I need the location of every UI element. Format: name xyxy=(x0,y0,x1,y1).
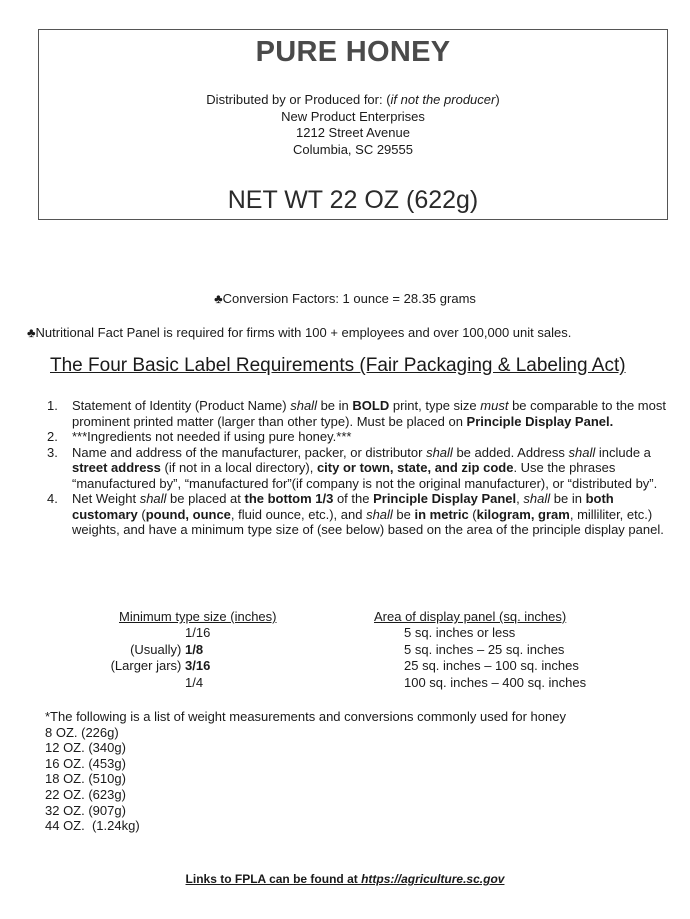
requirement-text: , fluid ounce, etc.), and xyxy=(230,506,367,522)
requirement-text: shall xyxy=(568,444,596,460)
requirement-item xyxy=(47,398,667,429)
principal-display-panel xyxy=(38,29,668,220)
weights-list xyxy=(45,709,566,834)
weight-item: 44 OZ. (1.24kg) xyxy=(45,818,140,834)
panel-area-column xyxy=(404,625,586,691)
panel-area-header: Area of display panel (sq. inches) xyxy=(374,609,567,624)
requirement-text: pound, ounce xyxy=(145,506,231,522)
requirement-text: be in xyxy=(550,491,586,506)
footer-links xyxy=(0,872,690,886)
requirement-text: be comparable to the most prominent printed matter (larger than other type). Must be placed on xyxy=(72,398,666,429)
requirement-text: (if not in a local directory), xyxy=(160,460,317,475)
weight-item: 32 OZ. (907g) xyxy=(45,802,126,818)
requirement-number: 3. xyxy=(47,444,58,460)
weights-intro: *The following is a list of weight measurements and conversions commonly used for honey xyxy=(45,709,566,724)
min-type-size-row xyxy=(111,675,227,692)
conversion-text: Conversion Factors: 1 ounce = 28.35 grams xyxy=(222,291,476,306)
distributed-by-line xyxy=(39,92,667,109)
requirement-text: include a xyxy=(595,444,651,460)
min-type-size-header: Minimum type size (inches) xyxy=(119,609,277,624)
min-type-size: 1/4 xyxy=(185,674,204,690)
net-weight: NET WT 22 OZ (622g) xyxy=(227,186,479,214)
distributor-block xyxy=(39,92,667,158)
footer-text: Links to FPLA can be found at xyxy=(185,872,362,886)
requirement-text: be placed at xyxy=(166,491,245,506)
requirement-text: kilogram, gram xyxy=(476,506,570,522)
distributed-by-note: if not the producer xyxy=(390,92,496,107)
min-type-size-row xyxy=(111,658,227,675)
requirement-text: Name and address of the manufacturer, packer, or distributor xyxy=(72,444,427,460)
requirement-text: Net Weight xyxy=(72,491,140,506)
requirement-text: the bottom 1/3 xyxy=(244,491,334,506)
requirements-list xyxy=(47,398,667,538)
requirement-text: be xyxy=(392,506,415,522)
product-name: PURE HONEY xyxy=(255,36,451,68)
requirement-text: Principle Display Panel xyxy=(373,491,517,506)
street-address: 1212 Street Avenue xyxy=(296,125,410,140)
city-state-zip: Columbia, SC 29555 xyxy=(293,141,413,157)
requirement-text: both customary xyxy=(72,491,614,522)
requirement-text: shall xyxy=(366,506,393,522)
requirement-text: , xyxy=(516,491,524,506)
size-note: (Larger jars) xyxy=(110,658,185,673)
distributed-by-close: ) xyxy=(495,92,500,107)
section-heading: The Four Basic Label Requirements (Fair Packaging & Labeling Act) xyxy=(50,355,626,376)
requirement-text: be added. Address xyxy=(452,444,569,460)
weight-item: 12 OZ. (340g) xyxy=(45,740,126,756)
requirement-text: . Use the phrases “manufactured by”, “manufactured for”(if company is not the original manufacturer), or “distributed by”. xyxy=(72,460,658,491)
requirement-text: street address xyxy=(72,460,161,475)
weight-item: 8 OZ. (226g) xyxy=(45,724,119,740)
requirement-item xyxy=(47,491,667,538)
requirement-text: must xyxy=(480,398,509,413)
requirement-text: ( xyxy=(137,506,146,522)
nutrition-text: Nutritional Fact Panel is required for firms with 100 + employees and over 100,000 unit sales. xyxy=(35,325,572,340)
min-type-size-row xyxy=(111,625,227,642)
requirement-item xyxy=(47,429,667,445)
requirement-text: be in xyxy=(316,398,353,413)
fpla-link[interactable]: https://agriculture.sc.gov xyxy=(361,872,505,886)
panel-area: 100 sq. inches – 400 sq. inches xyxy=(404,674,587,690)
weight-item: 18 OZ. (510g) xyxy=(45,771,126,787)
conversion-note xyxy=(0,291,690,306)
requirement-number: 2. xyxy=(47,429,58,444)
requirement-text: print, type size xyxy=(389,398,481,413)
min-type-size-row xyxy=(111,642,227,659)
requirement-text: shall xyxy=(426,444,453,460)
club-icon: ♣ xyxy=(27,325,36,340)
requirement-text: city or town, state, and zip code xyxy=(316,460,514,475)
requirement-text: Statement of Identity (Product Name) xyxy=(72,398,291,413)
requirement-text: shall xyxy=(290,398,317,413)
weight-item: 16 OZ. (453g) xyxy=(45,755,126,771)
distributed-by-text: Distributed by or Produced for: ( xyxy=(206,92,391,107)
requirement-text: in metric xyxy=(414,506,469,522)
requirement-number: 1. xyxy=(47,398,58,413)
requirement-text: shall xyxy=(523,491,551,506)
min-type-size: 3/16 xyxy=(185,658,211,673)
requirement-text: ( xyxy=(468,506,477,522)
size-note: (Usually) xyxy=(130,641,185,657)
requirement-text: BOLD xyxy=(352,398,390,413)
min-type-size-column xyxy=(111,625,227,691)
panel-area: 5 sq. inches or less xyxy=(404,625,516,640)
min-type-size: 1/8 xyxy=(185,641,204,657)
min-type-size: 1/16 xyxy=(185,625,211,640)
weight-item: 22 OZ. (623g) xyxy=(45,786,126,802)
requirement-text: ***Ingredients not needed if using pure honey.*** xyxy=(72,429,352,444)
company-name: New Product Enterprises xyxy=(281,108,425,124)
requirement-text: of the xyxy=(333,491,374,506)
panel-area: 25 sq. inches – 100 sq. inches xyxy=(404,658,579,673)
requirement-number: 4. xyxy=(47,491,58,506)
club-icon: ♣ xyxy=(214,291,223,306)
requirement-item xyxy=(47,445,667,492)
nutrition-note xyxy=(27,325,571,340)
requirement-text: shall xyxy=(139,491,167,506)
requirement-text: Principle Display Panel. xyxy=(466,413,614,429)
requirement-text: , milliliter, etc.) weights, and have a minimum type size of (see below) based on the area of the principle display panel. xyxy=(72,506,664,537)
panel-area: 5 sq. inches – 25 sq. inches xyxy=(404,641,565,657)
